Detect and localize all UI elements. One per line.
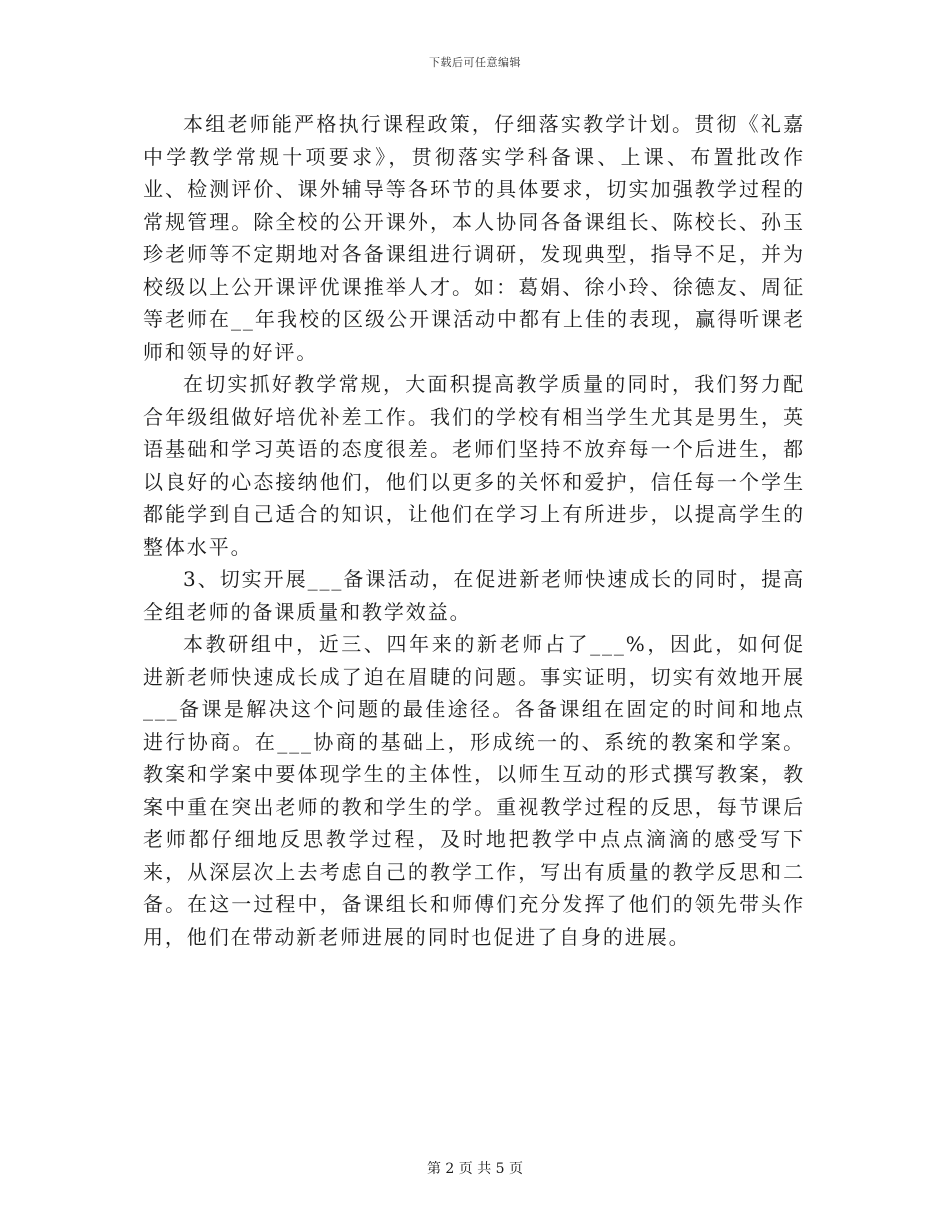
paragraph: 3、切实开展___备课活动，在促进新老师快速成长的同时，提高全组老师的备课质量和教学效益。 xyxy=(143,567,805,624)
page-header: 下载后可任意编辑 xyxy=(429,56,521,69)
page-number: 第 2 页 共 5 页 xyxy=(426,1161,524,1177)
paragraph: 本组老师能严格执行课程政策，仔细落实教学计划。贯彻《礼嘉中学教学常规十项要求》，贯彻落实学科备课、上课、布置批改作业、检测评价、课外辅导等各环节的具体要求，切实加强教学过程的常规管理。除全校的公开课外，本人协同各备课组长、陈校长、孙玉珍老师等不定期地对各备课组进行调研，发现典型，指导不足，并为校级以上公开课评优课推举人才。如：葛娟、徐小玲、徐德友、周征等老师在__年我校的区级公开课活动中都有上佳的表现，赢得听课老师和领导的好评。 xyxy=(143,112,805,364)
paragraph: 本教研组中，近三、四年来的新老师占了___%，因此，如何促进新老师快速成长成了迫在眉睫的问题。事实证明，切实有效地开展___备课是解决这个问题的最佳途径。各备课组在固定的时间和地点进行协商。在___协商的基础上，形成统一的、系统的教案和学案。教案和学案中要体现学生的主体性，以师生互动的形式撰写教案，教案中重在突出老师的教和学生的学。重视教学过程的反思，每节课后老师都仔细地反思教学过程，及时地把教学中点点滴滴的感受写下来，从深层次上去考虑自己的教学工作，写出有质量的教学反思和二备。在这一过程中，备课组长和师傅们充分发挥了他们的领先带头作用，他们在带动新老师进展的同时也促进了自身的进展。 xyxy=(143,632,805,949)
document-body xyxy=(143,108,805,953)
paragraph: 在切实抓好教学常规，大面积提高教学质量的同时，我们努力配合年级组做好培优补差工作。我们的学校有相当学生尤其是男生，英语基础和学习英语的态度很差。老师们坚持不放弃每一个后进生，都以良好的心态接纳他们，他们以更多的关怀和爱护，信任每一个学生都能学到自己适合的知识，让他们在学习上有所进步，以提高学生的整体水平。 xyxy=(143,372,805,559)
